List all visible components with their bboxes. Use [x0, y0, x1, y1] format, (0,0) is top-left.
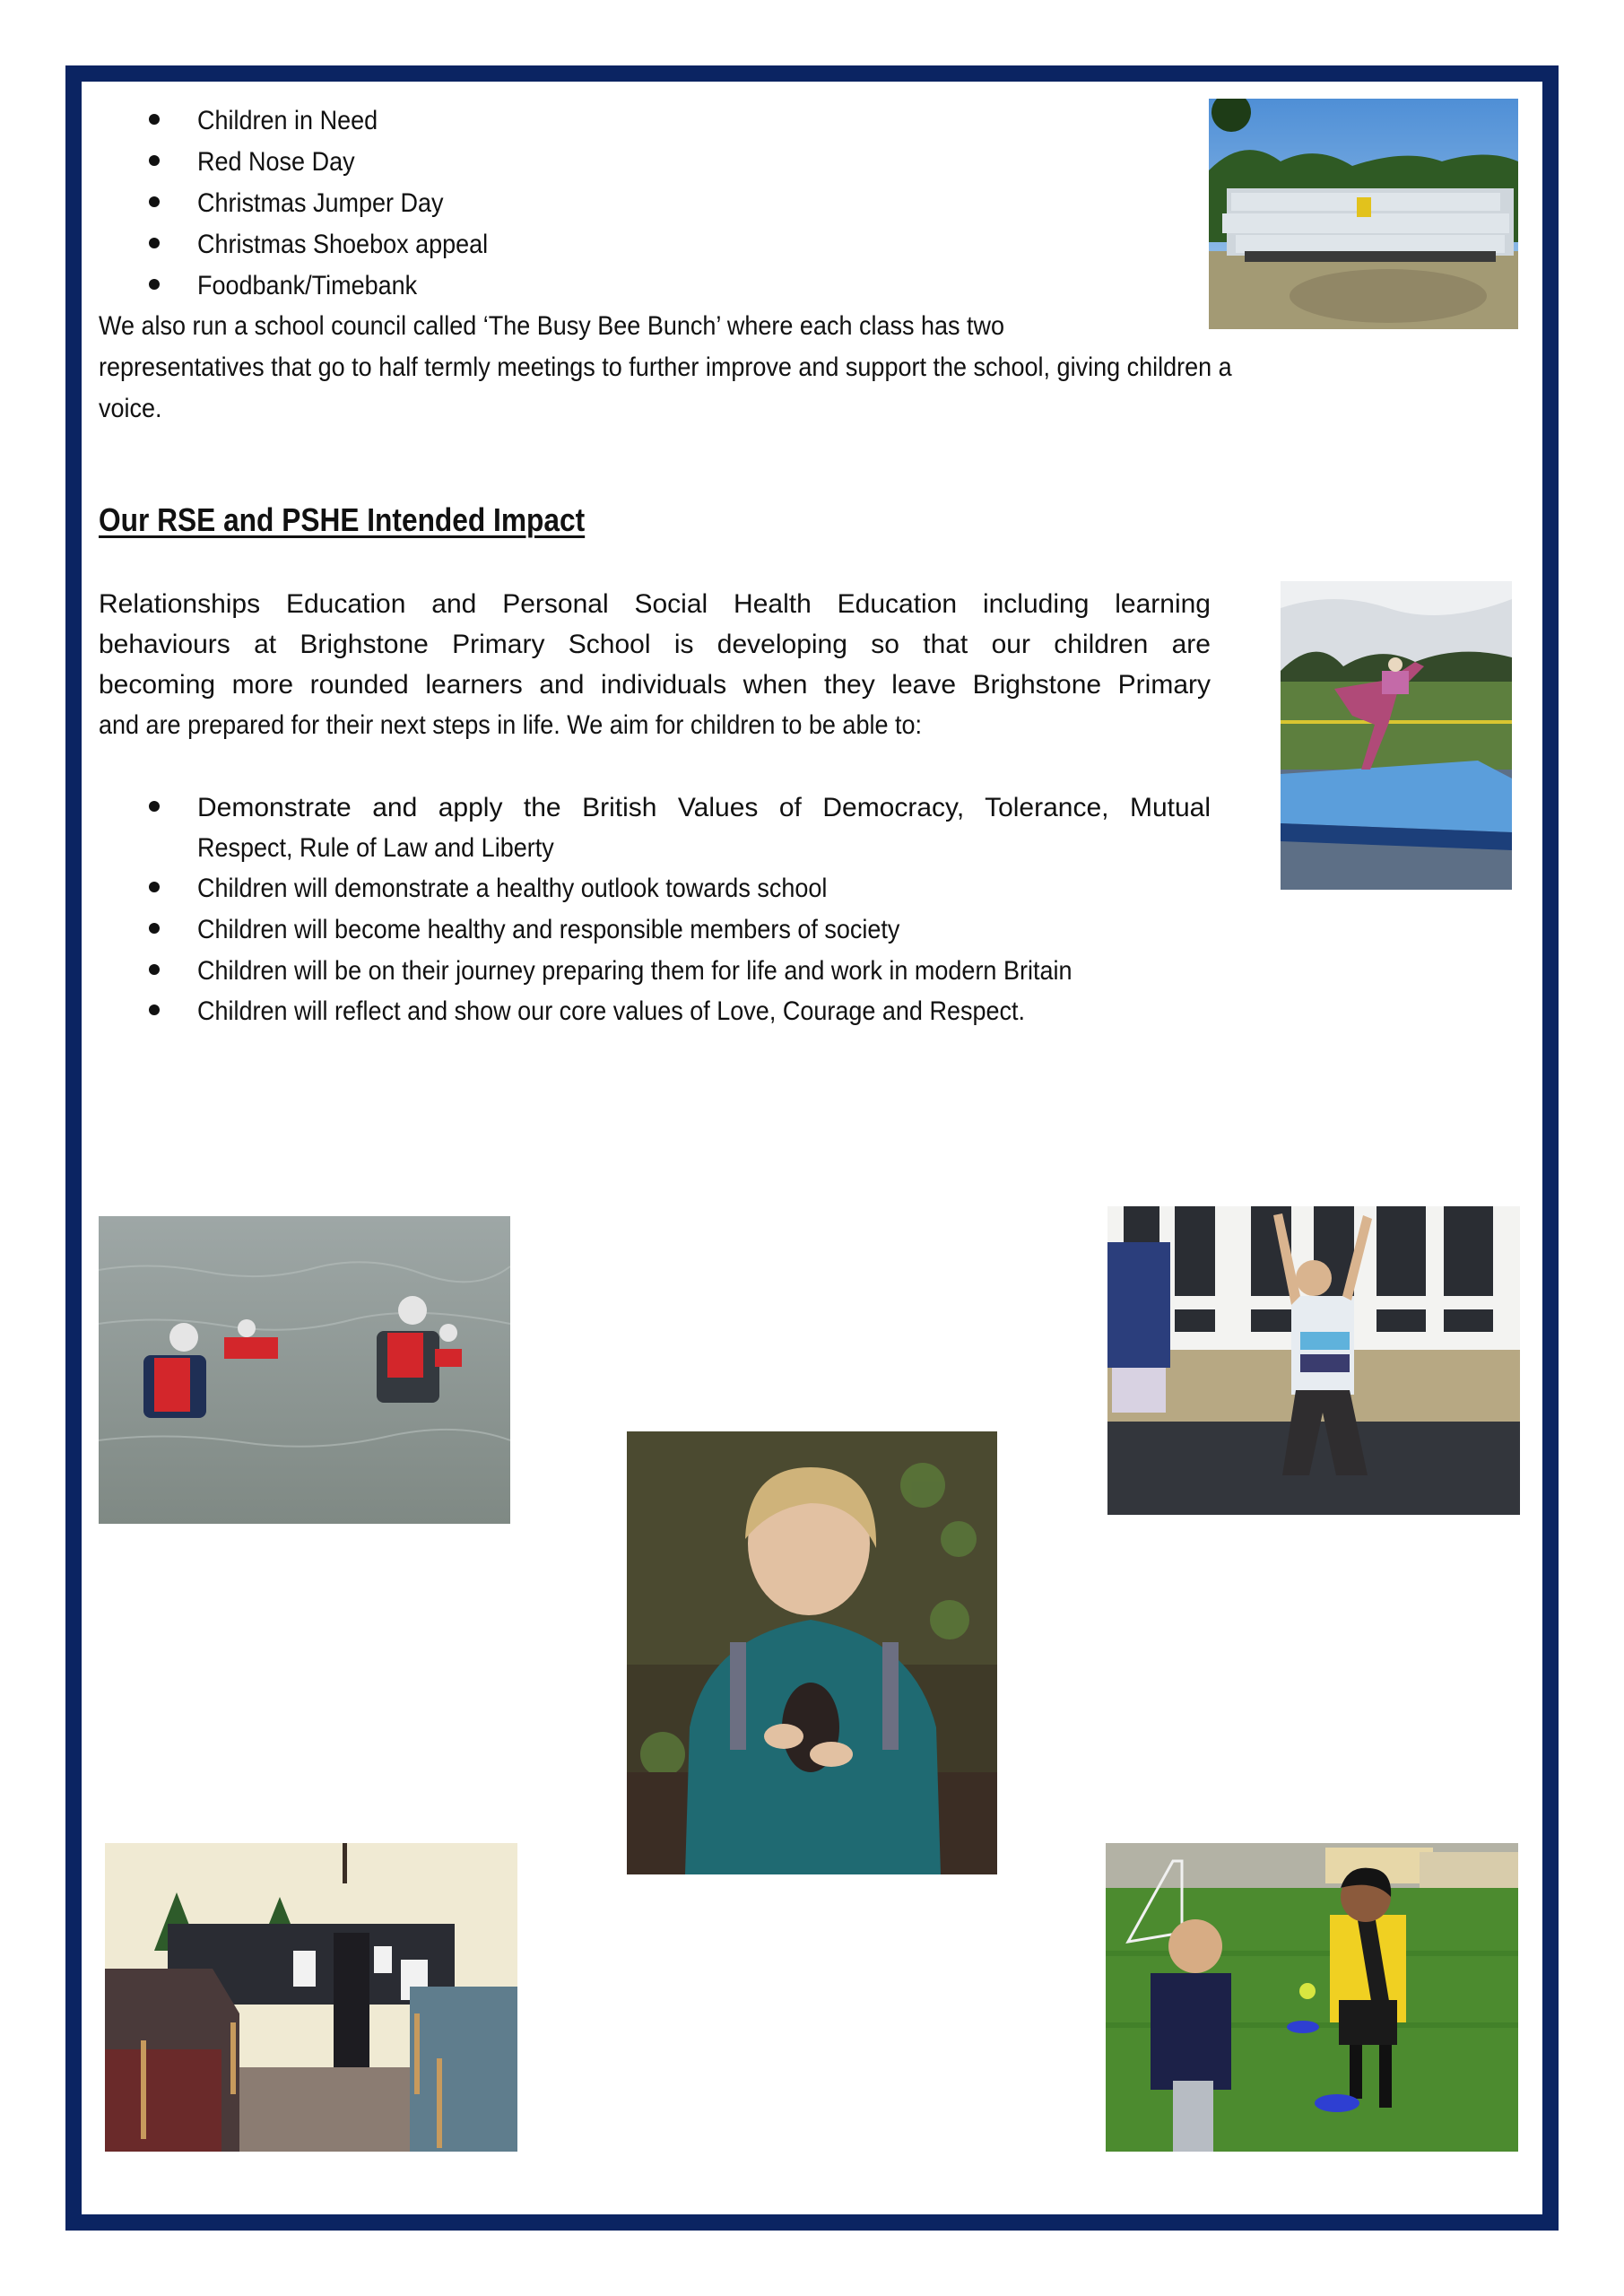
church-concert-photo	[105, 1843, 517, 2152]
paragraph-line: becoming more rounded learners and individuals when they leave Brighstone Primary	[99, 670, 1211, 700]
bullet-icon	[149, 1004, 160, 1015]
list-item: Children in Need	[197, 106, 378, 135]
list-item: Demonstrate and apply the British Values of Democracy, Tolerance, Mutual	[197, 793, 1211, 822]
list-item: Children will reflect and show our core values of Love, Courage and Respect.	[197, 996, 1026, 1026]
bullet-icon	[149, 238, 160, 248]
bullet-icon	[149, 964, 160, 975]
paragraph-line: and are prepared for their next steps in life. We aim for children to be able to:	[99, 710, 922, 740]
paragraph-line: representatives that go to half termly meetings to further improve and support the school, giving children a	[99, 352, 1232, 382]
paragraph-line: We also run a school council called ‘The Busy Bee Bunch’ where each class has two	[99, 311, 1005, 341]
bullet-icon	[149, 114, 160, 125]
list-item: Christmas Jumper Day	[197, 188, 444, 218]
list-item: Children will become healthy and responsible members of society	[197, 915, 900, 944]
list-item: Red Nose Day	[197, 147, 355, 177]
section-heading: Our RSE and PSHE Intended Impact	[99, 501, 586, 538]
paragraph-line: behaviours at Brighstone Primary School is developing so that our children are	[99, 630, 1211, 659]
list-item: Christmas Shoebox appeal	[197, 230, 489, 259]
list-item-continuation: Respect, Rule of Law and Liberty	[197, 833, 554, 863]
bullet-icon	[149, 155, 160, 166]
bullet-icon	[149, 196, 160, 207]
paragraph-line: Relationships Education and Personal Social Health Education including learning	[99, 589, 1211, 619]
list-item: Children will be on their journey preparing them for life and work in modern Britain	[197, 956, 1073, 986]
dance-photo	[1107, 1206, 1520, 1515]
bullet-icon	[149, 801, 160, 812]
list-item: Children will demonstrate a healthy outlook towards school	[197, 874, 828, 903]
high-jump-photo	[1281, 581, 1512, 890]
pine-cone-photo	[627, 1431, 997, 1874]
bullet-icon	[149, 923, 160, 934]
bullet-icon	[149, 279, 160, 290]
list-item: Foodbank/Timebank	[197, 271, 418, 300]
sea-activity-photo	[99, 1216, 510, 1524]
sports-field-photo	[1106, 1843, 1518, 2152]
school-group-photo	[1209, 99, 1518, 329]
bullet-icon	[149, 882, 160, 892]
paragraph-line: voice.	[99, 394, 162, 423]
